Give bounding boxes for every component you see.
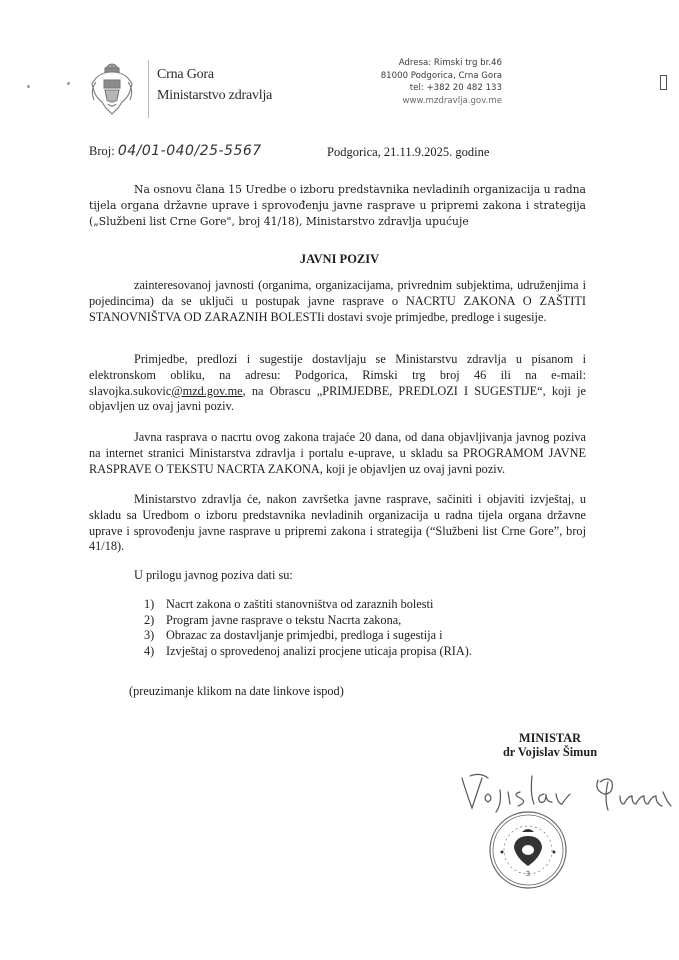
- seal-number: 3: [525, 870, 531, 878]
- country-name: Crna Gora: [157, 67, 214, 82]
- signature-block: [480, 731, 620, 759]
- submission-text-end: , na Obrascu „PRIMJEDBE, PREDLOZI I SUGESTIJE“, koji je objavljen uz ovaj javni poziv.: [89, 383, 586, 414]
- attachments-list: [144, 597, 472, 659]
- submission-text: Primjedbe, predlozi i sugestije dostavljaju se Ministarstvu zdravlja u pisanom i elektronskom obliku, na adresu: Podgorica, Rimski trg broj 46 ili na e-mail: slavojka.sukovic: [89, 352, 586, 398]
- scan-speck: [67, 82, 70, 85]
- paragraph-duration: Javna rasprava o nacrtu ovog zakona trajaće 20 dana, od dana objavljivanja javnog poziva na internet stranici Ministarstva zdravlja i portalu e-uprave, u skladu sa PROGRAMOM JAVNE RASPRAVE O TEKSTU NACRTA ZAKONA, koji je objavljen uz ovaj javni poziv.: [89, 430, 586, 476]
- ministry-name: Ministarstvo zdravlja: [157, 88, 273, 103]
- paragraph-report: Ministarstvo zdravlja će, nakon završetka javne rasprave, sačiniti i objaviti izvještaj, u skladu sa Uredbom o izboru predstavnika nevladinih organizacija u radna tijela organa državne uprave i sprovođenju javne rasprave u pripremi zakona i strategija (“Službeni list Crne Gore”, broj 41/18).: [89, 492, 586, 554]
- address-block: [381, 57, 502, 107]
- email-link[interactable]: @mzd.gov.me: [171, 383, 243, 398]
- intro-paragraph: Na osnovu člana 15 Uredbe o izboru predstavnika nevladinih organizacija u radna tijela organa državne uprave i sprovođenju javne rasprave u pripremi zakona i strategija („Službeni list Crne Gore", broj 41/18), Ministarstvo zdravlja upućuje: [89, 183, 586, 228]
- download-note: (preuzimanje klikom na date linkove ispod): [129, 684, 344, 698]
- attachment-item[interactable]: 4) Izvještaj o sprovedenoj analizi procjene uticaja propisa (RIA).: [144, 643, 472, 658]
- paragraph-invitation: zainteresovanoj javnosti (organima, organizacijama, privrednim subjektima, udruženjima i pojedincima) da se uključi u postupak javne rasprave o NACRTU ZAKONA O ZAŠTITI STANOVNIŠTVA OD ZARAZNIH BOLESTIi dostavi svoje primjedbe, predloge i sugesije.: [89, 278, 586, 324]
- reference-handwritten-number: 04/01-040/25-5567: [117, 143, 262, 159]
- place-date: Podgorica, 21.11.9.2025. godine: [327, 145, 490, 159]
- document-title: JAVNI POZIV: [299, 252, 380, 266]
- official-seal: [488, 810, 568, 890]
- institution-name: [157, 64, 272, 106]
- coat-of-arms-icon: [88, 58, 136, 118]
- address-phone: tel: +382 20 482 133: [409, 83, 502, 94]
- attachment-item[interactable]: 2) Program javne rasprave o tekstu Nacrta zakona,: [144, 612, 402, 627]
- scan-speck: [27, 85, 30, 88]
- attachment-item[interactable]: 3) Obrazac za dostavljanje primjedbi, predloga i sugestija i: [144, 628, 443, 642]
- signatory-name: dr Vojislav Šimun: [502, 745, 598, 759]
- handwritten-signature: [448, 770, 678, 815]
- divider: [148, 60, 149, 118]
- missing-glyph-icon: [660, 75, 667, 90]
- reference-number: [89, 143, 262, 159]
- address-website: www.mzdravlja.gov.me: [402, 95, 502, 106]
- paragraph-attachments-intro: U prilogu javnog poziva dati su:: [134, 568, 293, 582]
- signatory-title: MINISTAR: [519, 731, 581, 745]
- attachment-item[interactable]: 1) Nacrt zakona o zaštiti stanovništva od zaraznih bolesti: [144, 597, 434, 611]
- paragraph-submission: [89, 352, 586, 415]
- letterhead: [88, 56, 348, 122]
- address-street: Adresa: Rimski trg br.46: [398, 58, 502, 68]
- address-city: 81000 Podgorica, Crna Gora: [380, 70, 502, 81]
- reference-label: Broj:: [89, 144, 115, 158]
